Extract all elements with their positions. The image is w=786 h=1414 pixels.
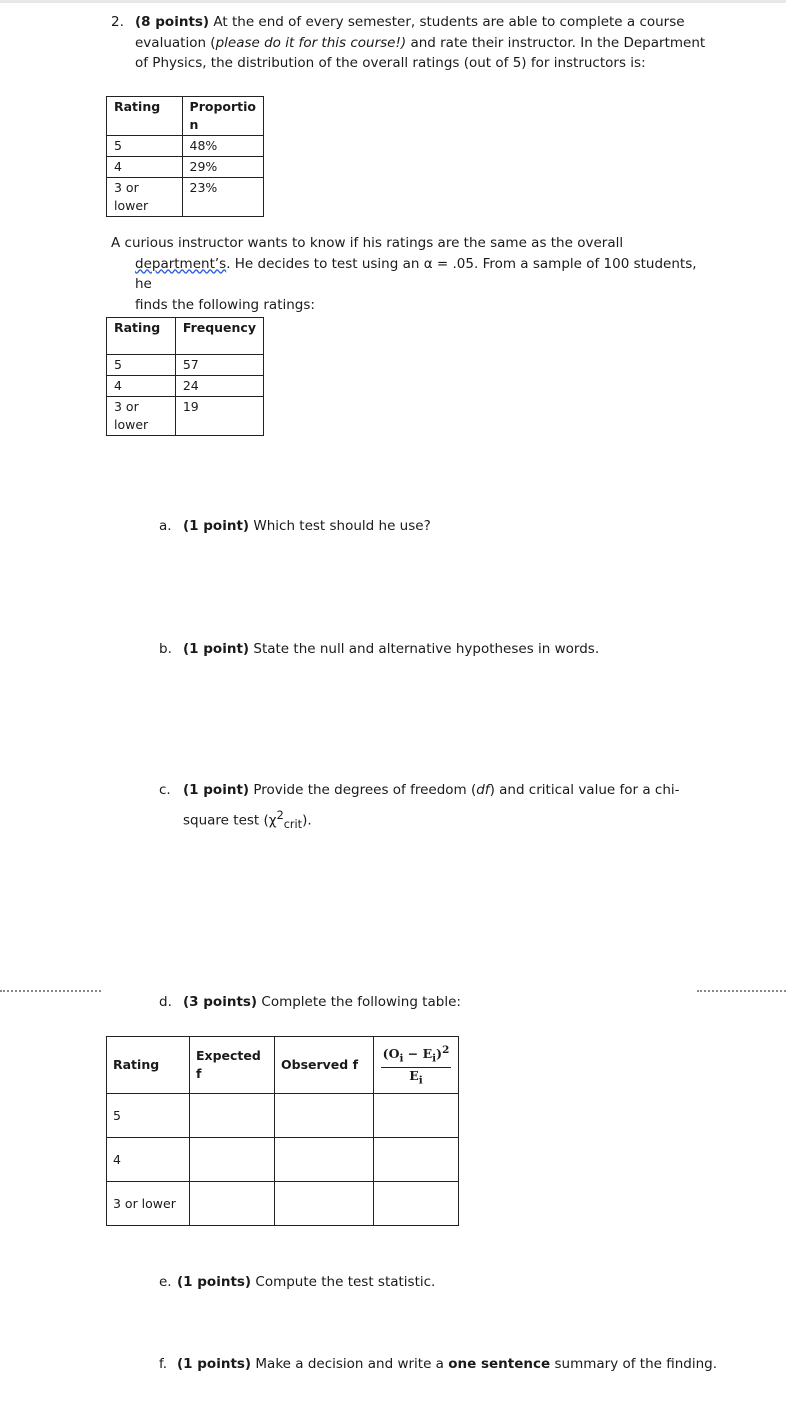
paragraph-line-3: finds the following ratings:	[135, 296, 315, 313]
item-d	[159, 992, 461, 1012]
blank-cell[interactable]	[190, 1094, 275, 1138]
item-points: (1 point)	[183, 518, 250, 534]
question-text-italic: please do it for this course!)	[215, 34, 407, 51]
blank-cell[interactable]	[374, 1182, 459, 1226]
formula-part: )	[436, 1046, 443, 1062]
table-row	[107, 157, 264, 178]
top-border	[0, 0, 786, 3]
cell: 3 or lower	[107, 1182, 190, 1226]
item-points: (3 points)	[183, 994, 258, 1010]
proportion-table	[106, 96, 264, 217]
formula-part: − E	[403, 1046, 433, 1062]
item-e	[159, 1272, 435, 1292]
item-text: Make a decision and write a	[251, 1356, 449, 1372]
item-text: Which test should he use?	[249, 518, 431, 534]
margin-dots-right	[697, 990, 786, 992]
item-points: (1 points)	[177, 1274, 252, 1290]
table-row	[107, 397, 264, 436]
item-text-df: df	[476, 782, 490, 798]
formula-sub: i	[432, 1052, 437, 1065]
cell: 5	[107, 355, 176, 376]
item-label: e.	[159, 1274, 172, 1290]
header-rating: Rating	[107, 97, 183, 136]
header-expected: Expected f	[190, 1037, 275, 1094]
table-row	[107, 136, 264, 157]
cell: 5	[107, 1094, 190, 1138]
header-rating: Rating	[107, 318, 176, 355]
blank-cell[interactable]	[190, 1182, 275, 1226]
cell: 24	[175, 376, 263, 397]
formula-part: E	[409, 1067, 419, 1083]
formula-sub: i	[418, 1074, 423, 1087]
blank-cell[interactable]	[374, 1094, 459, 1138]
paragraph-line-2: . He decides to test using an α = .05. From a sample of 100 students, he	[135, 255, 697, 292]
formula-sup: 2	[442, 1043, 450, 1056]
table-row	[107, 376, 264, 397]
header-formula	[374, 1037, 459, 1094]
subscript: crit	[283, 818, 303, 832]
margin-dots-left	[0, 990, 101, 992]
blank-cell[interactable]	[190, 1138, 275, 1182]
cell: 4	[107, 1138, 190, 1182]
formula-sub: i	[399, 1052, 404, 1065]
question-number: 2.	[111, 14, 124, 30]
item-label: a.	[159, 518, 172, 534]
item-c	[159, 778, 680, 837]
blank-cell[interactable]	[374, 1138, 459, 1182]
cell: 3 or lower	[107, 178, 183, 217]
superscript: 2	[276, 809, 284, 822]
item-label: c.	[159, 782, 171, 798]
table-row	[107, 178, 264, 217]
blank-cell[interactable]	[275, 1138, 374, 1182]
blank-cell[interactable]	[275, 1094, 374, 1138]
question-text-1: At the end of every semester, students are able to complete a course evaluation (	[135, 14, 685, 51]
item-text: square test (χ	[183, 812, 277, 829]
item-text: ) and critical value for a chi-	[489, 782, 680, 798]
item-label: b.	[159, 641, 172, 657]
header-observed: Observed f	[275, 1037, 374, 1094]
table-row	[107, 355, 264, 376]
table-row	[107, 1138, 459, 1182]
paragraph-line-1: A curious instructor wants to know if his ratings are the same as the overall	[111, 235, 624, 251]
item-text: Provide the degrees of freedom (	[249, 782, 477, 798]
header-proportion: Proportio n	[182, 97, 263, 136]
question-text	[135, 12, 711, 74]
chi-square-formula	[381, 1042, 452, 1088]
item-a	[159, 516, 431, 536]
formula-part: (O	[382, 1046, 400, 1062]
cell: 29%	[182, 157, 263, 178]
table-row	[107, 1182, 459, 1226]
question-points: (8 points)	[135, 14, 210, 30]
chi-square-table	[106, 1036, 459, 1226]
cell: 48%	[182, 136, 263, 157]
table-row	[107, 1094, 459, 1138]
item-label: d.	[159, 994, 172, 1010]
cell: 4	[107, 157, 183, 178]
item-label: f.	[159, 1356, 168, 1372]
header-rating: Rating	[107, 1037, 190, 1094]
instructor-paragraph	[111, 233, 701, 315]
blank-cell[interactable]	[275, 1182, 374, 1226]
item-points: (1 point)	[183, 641, 250, 657]
item-points: (1 point)	[183, 782, 250, 798]
cell: 5	[107, 136, 183, 157]
question-intro	[111, 12, 711, 74]
cell: 23%	[182, 178, 263, 217]
cell: 57	[175, 355, 263, 376]
spellcheck-word: department’s	[135, 255, 227, 272]
frequency-table	[106, 317, 264, 436]
item-b	[159, 639, 599, 659]
item-text: Complete the following table:	[257, 994, 461, 1010]
question-text-2: and rate their instructor. In the Department of Physics, the distribution of the overall ratings (out of 5) for instructors is:	[135, 34, 706, 71]
cell: 19	[175, 397, 263, 436]
item-text-bold: one sentence	[448, 1356, 551, 1372]
item-text: Compute the test statistic.	[251, 1274, 436, 1290]
cell: 3 or lower	[107, 397, 176, 436]
item-points: (1 points)	[177, 1356, 252, 1372]
item-f	[159, 1354, 717, 1374]
header-frequency: Frequency	[175, 318, 263, 355]
item-text: State the null and alternative hypotheses in words.	[249, 641, 600, 657]
item-text: ).	[302, 812, 312, 829]
item-text: summary of the finding.	[550, 1356, 718, 1372]
cell: 4	[107, 376, 176, 397]
